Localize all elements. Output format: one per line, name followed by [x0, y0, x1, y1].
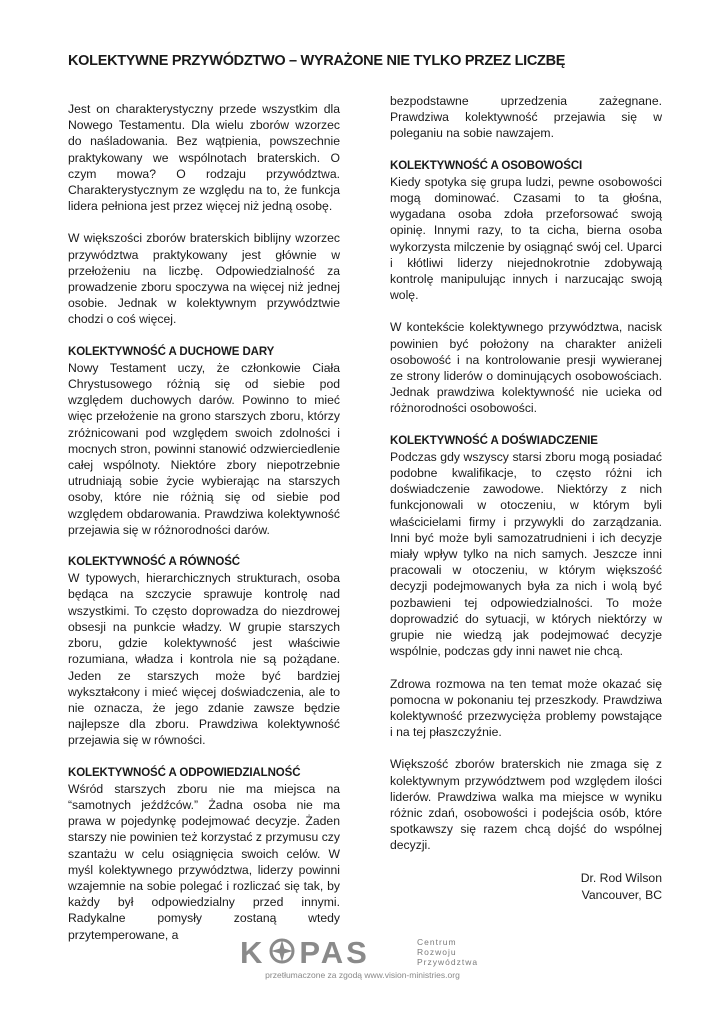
logo-letters-pas: PAS: [299, 935, 370, 970]
left-column: [68, 101, 340, 959]
closing-paragraph-1: Zdrowa rozmowa na ten temat może okazać się pomocna w pokonaniu tej przeszkody. Prawdziwa kolektywność przezwycięża problemy powstające i na tej płaszczyźnie.: [390, 676, 662, 740]
logo-wordmark: [240, 935, 370, 971]
author-location: Vancouver, BC: [581, 887, 662, 902]
kompas-logo: [240, 935, 500, 975]
heading-responsibility: KOLEKTYWNOŚĆ A ODPOWIEDZIALNOŚĆ: [68, 766, 301, 779]
heading-equality: KOLEKTYWNOŚĆ A RÓWNOŚĆ: [68, 556, 240, 569]
personality-paragraph: Kiedy spotyka się grupa ludzi, pewne osobowości mogą dominować. Czasami to ta głośna, wygadana osoba zdoła przeforsować swoją opinię. Innymi razy, to ta cicha, bierna osoba wykorzysta milczenie by osiągnąć swój cel. Uparci i kłótliwi liderzy niejednokrotnie zdobywają kontrolę manipulując innych i narzucając swoją wolę.: [390, 174, 662, 303]
experience-paragraph: Podczas gdy wszyscy starsi zboru mogą posiadać podobne kwalifikacje, to często różni ich doświadczenie zawodowe. Niektórzy z nich funkcjonowali w otoczeniu, w którym byli właścicielami firmy i przywykli do zarządzania. Inni być może byli samozatrudnieni i ich decyzje miały wpływ tylko na nich samych. Jeszcze inni pracowali w otoczeniu, w którym większość decyzji podejmowanych była za nich i wolą być pozbawieni tej odpowiedzialności. To może doprowadzić do sytuacji, w których niektórzy w grupie nie wiedzą jak podejmować decyzje wspólnie, podczas gdy inni nawet nie chcą.: [390, 449, 662, 659]
intro-paragraph-2: W większości zborów braterskich biblijny wzorzec przywództwa praktykowany jest głównie w przełożeniu na liczbę. Odpowiedzialność za prowadzenie zboru spoczywa na więcej niż jednej osobie. Jednak w kolektywnym przywództwie chodzi o coś więcej.: [68, 231, 340, 327]
responsibility-paragraph: Wśród starszych zboru nie ma miejsca na “samotnych jeźdźców.” Żadna osoba nie ma prawa w pojedynkę podejmować decyzje. Żaden starszy nie powinien też korzystać z przymusu czy szantażu w celu osiągnięcia swoich celów. W myśl kolektywnego przywództwa, liderzy powinni wzajemnie na sobie polegać i rozliczać się tak, by każdy był odpowiedzialny przed innymi. Radykalne pomysły zostaną wtedy przytemperowane, a: [68, 781, 340, 942]
logo-subtitle-line-3: Przywództwa: [417, 957, 479, 967]
continuation-paragraph: bezpodstawne uprzedzenia zażegnane. Prawdziwa kolektywność przejawia się w poleganiu na sobie nawzajem.: [390, 94, 662, 141]
intro-paragraph-1: Jest on charakterystyczny przede wszystkim dla Nowego Testamentu. Dla wielu zborów wzorzec do naśladowania. Bez wątpienia, powszechnie praktykowany we wspólnotach braterskich. O czym mowa? O rodzaju przywództwa. Charakterystycznym ze względu na to, że funkcja lidera pełniona jest przez więcej niż jedną osobę.: [68, 102, 340, 214]
heading-spiritual-gifts: KOLEKTYWNOŚĆ A DUCHOWE DARY: [68, 345, 275, 358]
closing-paragraph-2: Większość zborów braterskich nie zmaga się z kolektywnym przywództwem pod względem ilości liderów. Prawdziwa walka ma miejsce w wyniku różnic zdań, osobowości i podejścia osób, które spotkawszy się razem chcą dojść do wspólnej decyzji.: [390, 757, 662, 853]
author-name: Dr. Rod Wilson: [580, 870, 662, 885]
signature: [390, 870, 662, 904]
spiritual-gifts-paragraph: Nowy Testament uczy, że członkowie Ciała Chrystusowego różnią się od siebie pod względem duchowych darów. Powinno to mieć więc przełożenie na grono starszych zboru, którzy zróżnicowani pod względem swoich zdolności i mocnych stron, powinni stanowić odzwierciedlenie całej wspólnoty. Niektóre zbory niepotrzebnie utrudniają sobie życie wybierając na starszych osoby, które nie różnią się od siebie pod względem obdarowania. Prawdziwa kolektywność przejawia się w różnorodności darów.: [68, 360, 340, 537]
translation-credit: przetłumaczone za zgodą www.vision-ministries.org: [265, 970, 460, 980]
page-title: KOLEKTYWNE PRZYWÓDZTWO – WYRAŻONE NIE TYLKO PRZEZ LICZBĘ: [68, 53, 566, 69]
heading-experience: KOLEKTYWNOŚĆ A DOŚWIADCZENIE: [390, 434, 598, 447]
heading-personality: KOLEKTYWNOŚĆ A OSOBOWOŚCI: [390, 159, 583, 172]
compass-icon: [265, 936, 299, 966]
logo-subtitle: [417, 937, 478, 967]
logo-letter-k: K: [240, 935, 266, 970]
personality-paragraph-2: W kontekście kolektywnego przywództwa, nacisk powinien być położony na charakter aniżeli osobowość i na kontrolowanie presji wywieranej ze strony liderów o dominujących osobowościach. Jednak prawdziwa kolektywność nie ucieka od różnorodności osobowości.: [390, 320, 662, 416]
logo-subtitle-line-1: Centrum: [417, 937, 457, 947]
logo-subtitle-line-2: Rozwoju: [417, 947, 457, 957]
equality-paragraph: W typowych, hierarchicznych strukturach, osoba będąca na szczycie sprawuje kontrolę nad wszystkimi. To często doprowadza do niezdrowej obsesji na punkcie władzy. W grupie starszych zboru, gdzie kolektywność jest właściwie rozumiana, władza i kontrola nie są pożądane. Jeden ze starszych może być bardziej wykształcony i mieć więcej doświadczenia, ale to nie oznacza, że jego zdanie zawsze będzie najlepsze dla zboru. Prawdziwa kolektywność przejawia się w równości.: [68, 571, 340, 748]
right-column: [390, 93, 662, 904]
